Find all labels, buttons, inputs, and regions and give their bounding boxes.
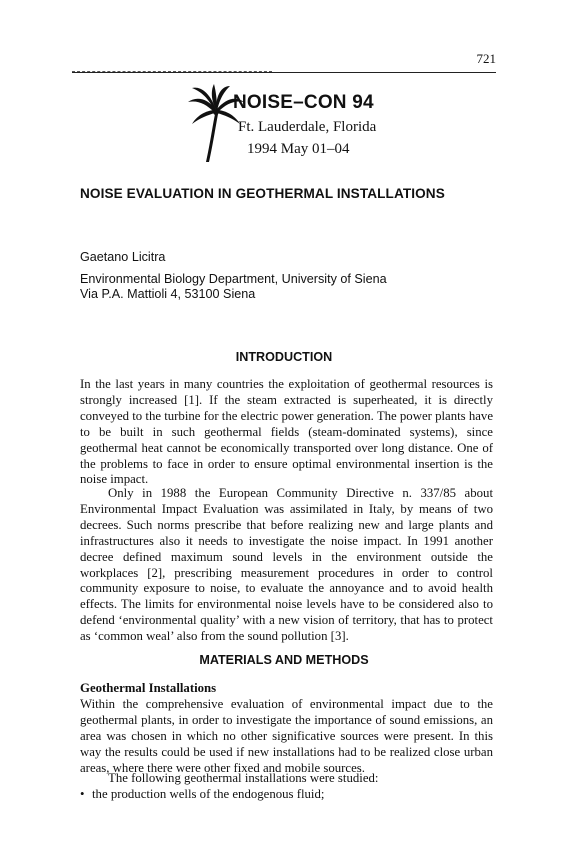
paper-title: NOISE EVALUATION IN GEOTHERMAL INSTALLATIONS <box>80 186 445 201</box>
introduction-paragraph-1: In the last years in many countries the exploitation of geothermal resources is strongly increased [1]. If the steam extracted is superheated, it is directly conveyed to the turbine for the electric power generation. The power plants have to be built in such geothermal fields (steam-dominated systems), since geothermal heat cannot be economically transported over long distance. One of the problems to face in order to ensure optimal environmental insertion is the noise impact. <box>80 377 494 487</box>
conference-name: NOISE–CON 94 <box>233 92 374 113</box>
list-item-text: the production wells of the endogenous fluid; <box>92 787 325 801</box>
introduction-paragraph-2: Only in 1988 the European Community Directive n. 337/85 about Environmental Impact Evaluation was assimilated in Italy, by means of two decrees. Such norms prescribe that before realizing new and large plants and infrastructures also it needs to investigate the noise impact. In 1991 another decree defined maximum sound levels in the environment outside the workplaces [2], prescribing measurement procedures in order to control community exposure to noise, to evaluate the annoyance and to avoid health effects. The limits for environmental noise levels have to be considered also to defend ‘environmental quality’ with a new vision of territory, that has to protect as ‘common weal’ also from the sound pollution [3]. <box>80 486 493 644</box>
page-number: 721 <box>476 51 496 66</box>
conference-location: Ft. Lauderdale, Florida <box>238 119 377 135</box>
materials-methods-heading: MATERIALS AND METHODS <box>199 653 369 667</box>
methods-paragraph-1: Within the comprehensive evaluation of environmental impact due to the geothermal plants, in order to investigate the importance of sound emissions, an area was chosen in which no other significative sources were present. In this way the results could be used if new installations had to be realized close urban areas, where there were other fixed and mobile sources. <box>80 697 493 775</box>
methods-paragraph-2: The following geothermal installations were studied: <box>108 771 379 785</box>
author-name: Gaetano Licitra <box>80 250 166 264</box>
list-item <box>80 787 324 802</box>
bullet-icon: • <box>80 787 85 801</box>
affiliation-department: Environmental Biology Department, University of Siena <box>80 272 387 286</box>
header-rule <box>72 72 496 73</box>
affiliation-address: Via P.A. Mattioli 4, 53100 Siena <box>80 287 256 301</box>
introduction-heading: INTRODUCTION <box>235 350 333 364</box>
geothermal-installations-subheading: Geothermal Installations <box>80 681 217 695</box>
conference-dates: 1994 May 01–04 <box>247 141 350 157</box>
